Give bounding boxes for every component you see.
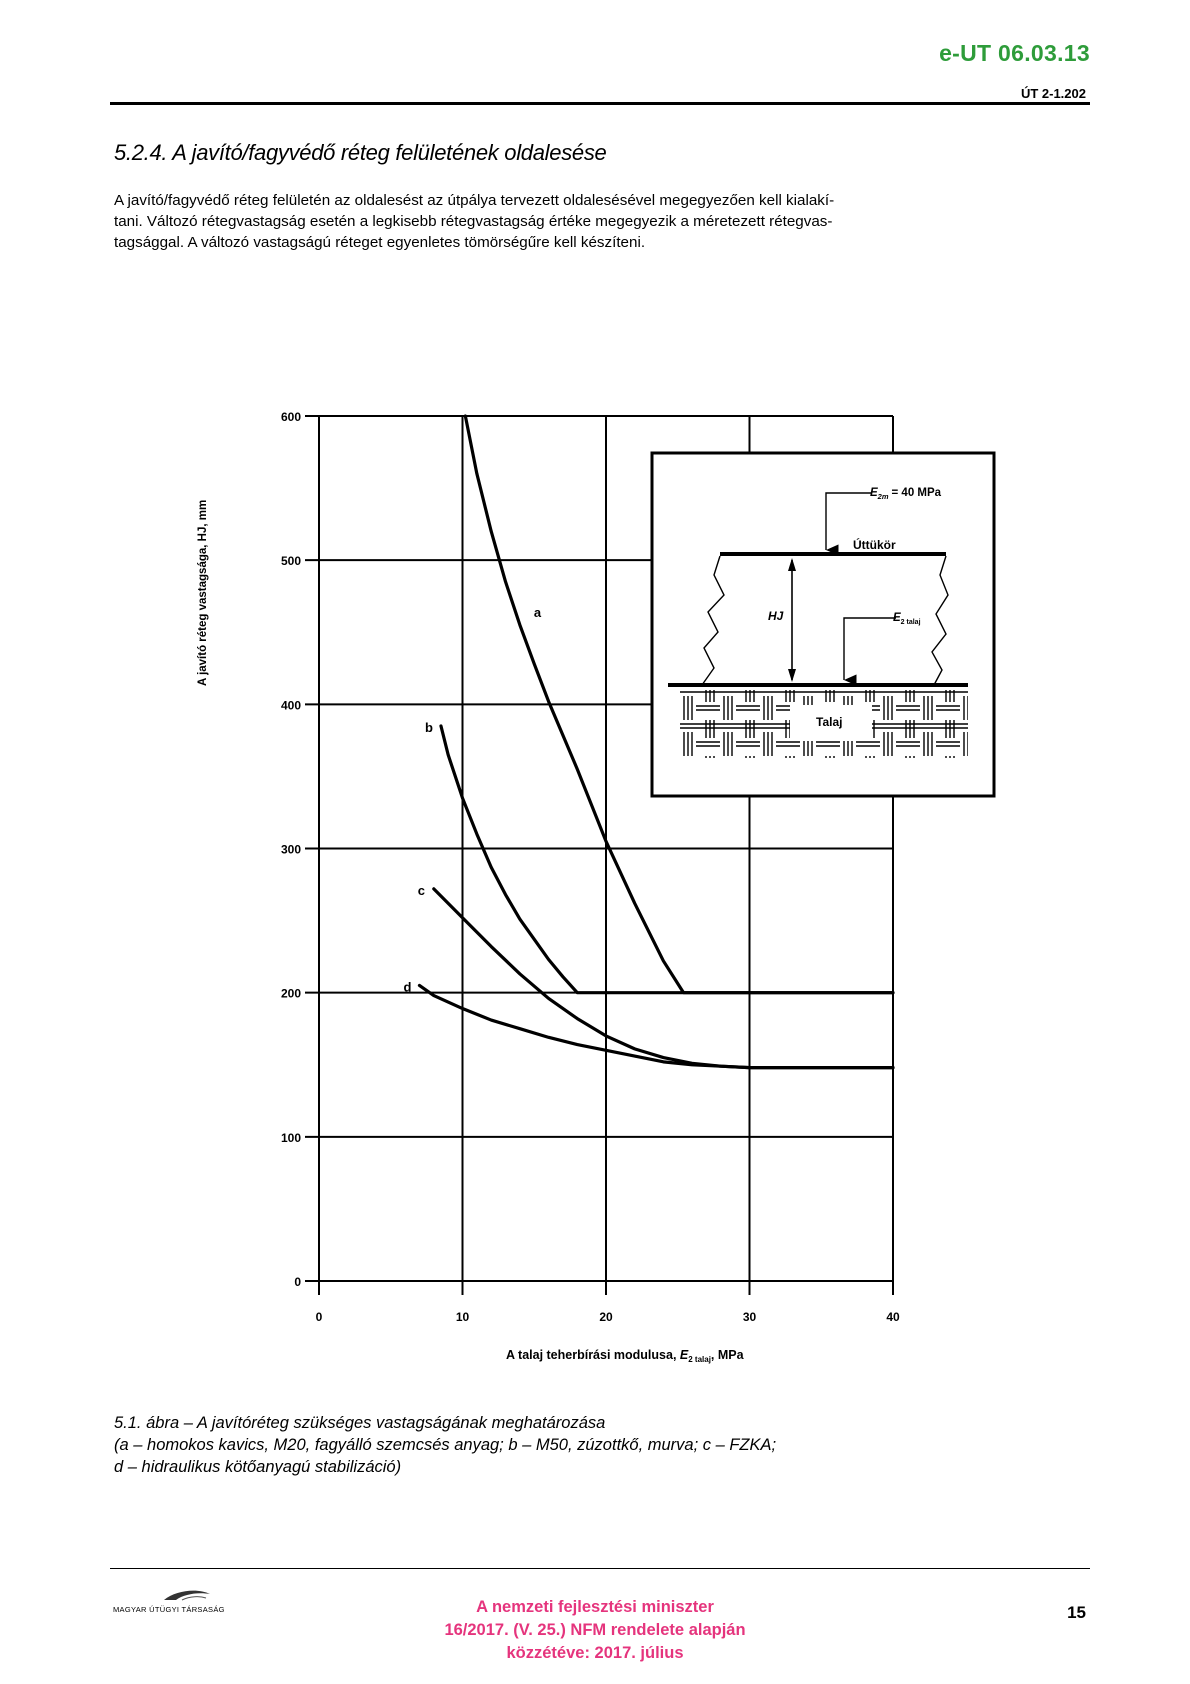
series-label-c: c <box>417 882 426 898</box>
x-tick-label: 0 <box>315 1310 323 1324</box>
section-title: 5.2.4. A javító/fagyvédő réteg felületének oldalesése <box>114 140 607 165</box>
y-tick-label: 100 <box>280 1130 301 1145</box>
figure-caption <box>114 1412 776 1478</box>
document-code: e-UT 06.03.13 <box>939 40 1090 66</box>
y-axis-title: A javító réteg vastagsága, HJ, mm <box>197 499 209 686</box>
x-tick-label: 30 <box>742 1310 757 1324</box>
page-number: 15 <box>1067 1603 1086 1622</box>
footer-publication-note <box>0 1596 1190 1665</box>
caption-line: 5.1. ábra – A javítóréteg szükséges vastagságának meghatározása <box>114 1414 606 1432</box>
footer-line: 16/2017. (V. 25.) NFM rendelete alapján <box>444 1621 746 1639</box>
e2-talaj-label: $E_{2 talaj}$ <box>893 612 921 626</box>
e2m-label: $E_{2m} = 40$ MPa <box>870 487 942 501</box>
series-label-a: a <box>533 605 542 621</box>
x-tick-label: 10 <box>455 1310 470 1324</box>
x-axis-title: A talaj teherbírási modulusa, $E_{2 talaj}$, MPa <box>506 1348 744 1364</box>
y-tick-label: 600 <box>280 410 301 424</box>
paragraph-line: A javító/fagyvédő réteg felületén az oldalesést az útpálya tervezett oldalesésével megegyezően kell kialakí- <box>114 192 835 209</box>
document-subcode: ÚT 2-1.202 <box>1020 86 1086 101</box>
inset-diagram <box>652 453 994 796</box>
footer-line: A nemzeti fejlesztési miniszter <box>476 1598 714 1616</box>
hj-label: HJ <box>768 609 784 623</box>
paragraph-line: tani. Változó rétegvastagság esetén a legkisebb rétegvastagság értéke megegyezik a méretezett rétegvas- <box>114 213 833 230</box>
x-tick-label: 20 <box>599 1310 613 1324</box>
society-logo-text: MAGYAR ÚTÜGYI TÁRSASÁG <box>113 1605 225 1614</box>
soil-label: Talaj <box>816 715 843 729</box>
caption-line: d – hidraulikus kötőanyagú stabilizáció) <box>114 1458 402 1476</box>
y-tick-label: 500 <box>280 554 301 569</box>
y-tick-label: 300 <box>280 842 301 857</box>
caption-line: (a – homokos kavics, M20, fagyálló szemcsés anyag; b – M50, zúzottkő, murva; c – FZKA; <box>114 1436 777 1454</box>
series-label-d: d <box>403 979 412 995</box>
series-line-c <box>434 889 893 1068</box>
y-tick-label: 400 <box>280 698 301 713</box>
road-label: Úttükör <box>853 538 896 552</box>
x-tick-label: 40 <box>886 1310 900 1324</box>
series-label-b: b <box>424 719 433 735</box>
y-tick-label: 200 <box>280 986 301 1001</box>
footer-divider <box>110 1568 1090 1569</box>
footer-line: közzétéve: 2017. július <box>506 1644 684 1662</box>
y-tick-label: 0 <box>294 1275 301 1289</box>
paragraph-line: tagsággal. A változó vastagságú réteget egyenletes tömörségűre kell készíteni. <box>114 234 646 251</box>
